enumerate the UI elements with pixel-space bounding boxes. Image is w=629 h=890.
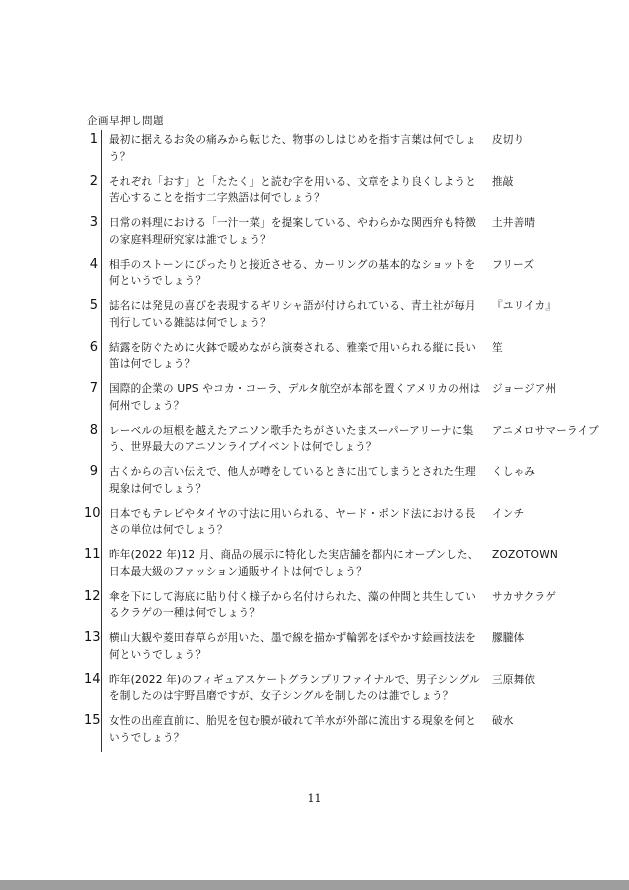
question-answer: サカサクラゲ	[492, 590, 557, 603]
question-text: 相手のストーンにぴったりと接近させる、カーリングの基本的なショットを何というでしょう？	[109, 258, 476, 287]
question-row	[84, 296, 604, 338]
question-number: 12	[84, 588, 101, 604]
question-number: 7	[89, 381, 98, 396]
question-answer: アニメロサマーライブ	[492, 424, 599, 437]
question-text: 誌名には発見の喜びを表現するギリシャ語が付けられている、青土社が毎月刊行している雑誌は何でしょう？	[109, 300, 476, 329]
question-answer: 朦朧体	[492, 632, 525, 644]
question-answer: ジョージア州	[492, 383, 557, 395]
question-answer: 皮切り	[492, 134, 525, 146]
question-text: 女性の出産直前に、胎児を包む膜が破れて羊水が外部に流出する現象を何というでしょう？	[109, 715, 476, 744]
question-number: 4	[89, 256, 98, 272]
question-answer: ZOZOTOWN	[492, 549, 559, 561]
question-list	[84, 130, 604, 753]
question-row	[84, 670, 604, 712]
question-number: 6	[89, 339, 98, 355]
viewer-bottom-bar	[0, 880, 629, 890]
question-number: 9	[89, 464, 98, 479]
question-row	[84, 255, 604, 297]
question-text: 国際的企業の UPS やコカ・コーラ、デルタ航空が本部を置くアメリカの州は何州でしょう？	[109, 383, 481, 412]
question-text: 最初に据えるお灸の痛みから転じた、物事のしはじめを指す言葉は何でしょう？	[109, 134, 476, 163]
question-text: 結露を防ぐために火鉢で暖めながら演奏される、雅楽で用いられる縦に長い笛は何でしょう？	[109, 341, 476, 370]
question-number: 2	[89, 173, 98, 189]
section-title: 企画早押し問題	[87, 115, 164, 127]
question-row	[84, 587, 604, 629]
question-text: それぞれ「おす」と「たたく」と読む字を用いる、文章をより良くしようと苦心することを指す二字熟語は何でしょう？	[109, 175, 476, 204]
question-number: 3	[89, 215, 98, 230]
question-row	[84, 504, 604, 546]
question-number: 13	[84, 630, 101, 645]
question-text: 古くからの言い伝えで、他人が噂をしているときに出てしまうとされた生理現象は何でしょう？	[109, 466, 476, 495]
question-text: レーベルの垣根を越えたアニソン歌手たちがさいたまスーパーアリーナに集う、世界最大のアニソンライブイベントは何でしょう？	[109, 424, 474, 453]
question-text: 傘を下にして海底に貼り付く様子から名付けられた、藻の仲間と共生しているクラゲの一種は何でしょう？	[109, 590, 476, 619]
question-text: 横山大観や菱田春草らが用いた、墨で線を描かず輪郭をぼやかす絵画技法を何というでしょう？	[109, 632, 476, 661]
page-number: 11	[307, 792, 322, 805]
question-number: 5	[89, 298, 98, 313]
question-answer: 推敲	[492, 175, 514, 188]
question-row	[84, 545, 604, 587]
question-row	[84, 421, 604, 463]
question-row	[84, 172, 604, 214]
question-number: 14	[84, 671, 101, 687]
question-answer: 破水	[492, 715, 514, 727]
question-answer: 土井善晴	[492, 217, 536, 229]
question-answer: 三原舞依	[492, 673, 536, 686]
question-number: 11	[84, 547, 101, 562]
question-number: 1	[89, 132, 98, 147]
question-row	[84, 711, 604, 753]
question-row	[84, 130, 604, 172]
question-number: 10	[84, 505, 101, 521]
question-row	[84, 379, 604, 421]
question-text: 日常の料理における「一汁一菜」を提案している、やわらかな関西弁も特徴の家庭料理研究家は誰でしょう？	[109, 217, 476, 246]
question-answer: 『ユリイカ』	[492, 300, 557, 312]
question-answer: フリーズ	[492, 258, 535, 271]
question-row	[84, 213, 604, 255]
question-row	[84, 628, 604, 670]
question-text: 日本でもテレビやタイヤの寸法に用いられる、ヤード・ポンド法における長さの単位は何でしょう？	[109, 507, 476, 536]
question-number: 15	[84, 713, 101, 728]
question-answer: 笙	[492, 341, 503, 354]
question-row	[84, 338, 604, 380]
question-text: 昨年(2022 年)のフィギュアスケートグランプリファイナルで、男子シングルを制したのは宇野昌磨ですが、女子シングルを制したのは誰でしょう？	[109, 673, 480, 702]
question-answer: インチ	[492, 507, 525, 520]
question-number: 8	[89, 422, 98, 438]
question-row	[84, 462, 604, 504]
question-answer: くしゃみ	[492, 466, 536, 478]
question-text: 昨年(2022 年)12 月、商品の展示に特化した実店舗を都内にオープンした、日本最大級のファッション通販サイトは何でしょう？	[109, 549, 479, 578]
